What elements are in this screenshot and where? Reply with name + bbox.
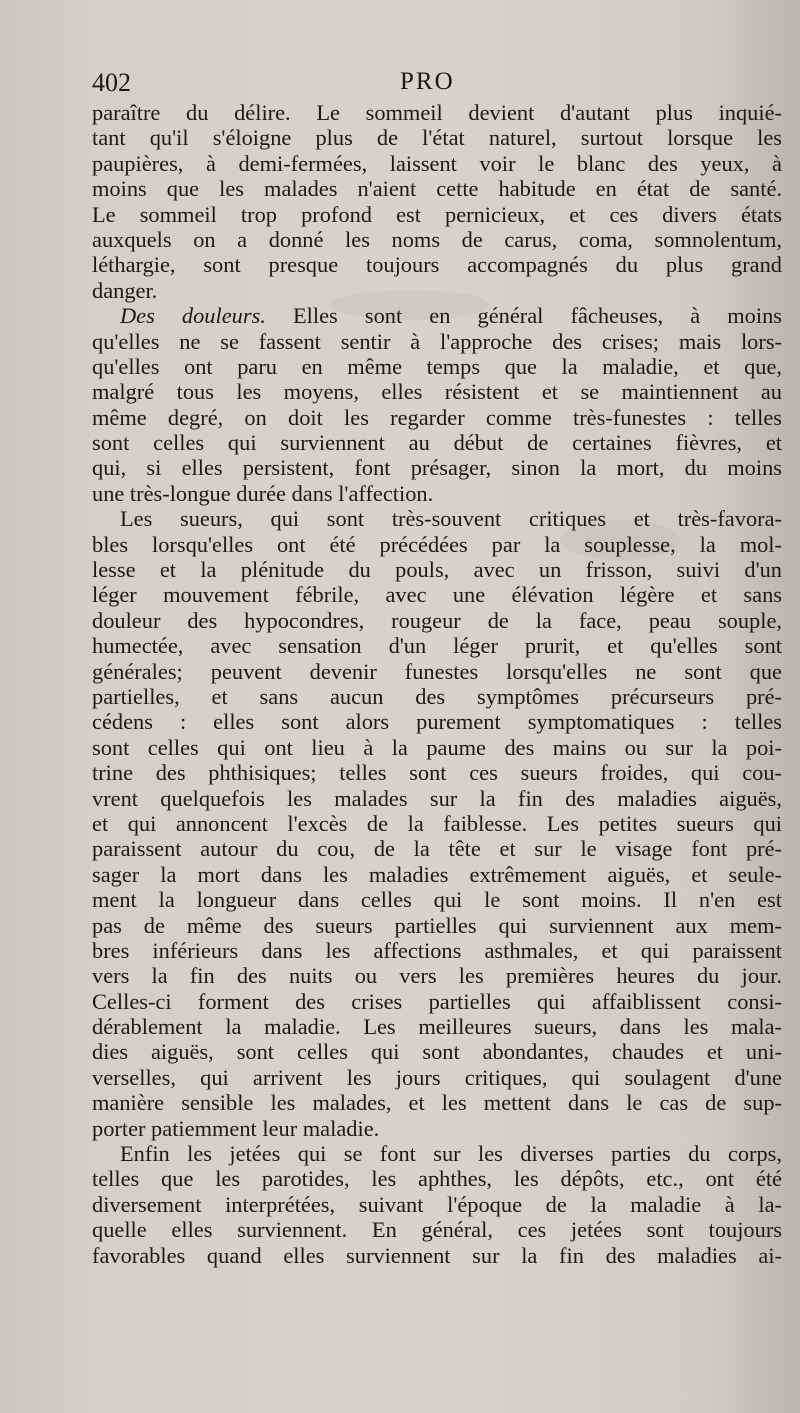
text-line: danger. — [92, 277, 158, 303]
text-line: paraissent autour du cou, de la tête et sur le visage font pré- — [92, 836, 782, 862]
text-line: auxquels on a donné les noms de carus, coma, somnolentum, — [92, 226, 782, 252]
text-line: qu'elles ont paru en même temps que la maladie, et que, — [92, 353, 782, 379]
paragraph — [92, 303, 782, 506]
text-line: douleur des hypocondres, rougeur de la face, peau souple, — [92, 607, 782, 633]
text-line: dérablement la maladie. Les meilleures sueurs, dans les mala- — [92, 1014, 782, 1040]
text-line: sont celles qui ont lieu à la paume des mains ou sur la poi- — [92, 734, 782, 760]
text-line: qu'elles ne se fassent sentir à l'approche des crises; mais lors- — [92, 328, 782, 354]
text-line: diversement interprétées, suivant l'époque de la maladie à la- — [92, 1191, 782, 1217]
text-line: quelle elles surviennent. En général, ces jetées sont toujours — [92, 1217, 782, 1243]
text-line: Enfin les jetées qui se font sur les diverses parties du corps, — [120, 1141, 782, 1167]
text-line: porter patiemment leur maladie. — [92, 1115, 380, 1141]
text-line: léger mouvement fébrile, avec une élévation légère et sans — [92, 582, 782, 608]
text-line: une très-longue durée dans l'affection. — [92, 480, 434, 506]
text-line: vrent quelquefois les malades sur la fin des maladies aiguës, — [92, 785, 782, 811]
text-line: moins que les malades n'aient cette habitude en état de santé. — [92, 176, 782, 202]
text-line: qui, si elles persistent, font présager, sinon la mort, du moins — [92, 455, 782, 481]
paragraph — [92, 1141, 782, 1268]
page-number: 402 — [92, 68, 131, 97]
text-line: verselles, qui arrivent les jours critiques, qui soulagent d'une — [92, 1064, 782, 1090]
text-line: manière sensible les malades, et les mettent dans le cas de sup- — [92, 1090, 782, 1116]
text-line: Les sueurs, qui sont très-souvent critiques et très-favora- — [120, 506, 782, 532]
text-line: humectée, avec sensation d'un léger prurit, et qu'elles sont — [92, 633, 782, 659]
text-line: partielles, et sans aucun des symptômes précurseurs pré- — [92, 683, 782, 709]
text-line: Le sommeil trop profond est pernicieux, et ces divers états — [92, 201, 782, 227]
text-line: même degré, on doit les regarder comme très-funestes : telles — [92, 404, 782, 430]
text-line: cédens : elles sont alors purement symptomatiques : telles — [92, 709, 782, 735]
running-head: PRO — [400, 68, 455, 95]
paragraph-lead: Des douleurs. — [120, 303, 266, 329]
text-line: sont celles qui surviennent au début de certaines fièvres, et — [92, 430, 782, 456]
text-line: vers la fin des nuits ou vers les premières heures du jour. — [92, 963, 782, 989]
text-line: pas de même des sueurs partielles qui surviennent aux mem- — [92, 912, 782, 938]
text-line: bles lorsqu'elles ont été précédées par la souplesse, la mol- — [92, 531, 782, 557]
text-line: bres inférieurs dans les affections asthmales, et qui paraissent — [92, 937, 782, 963]
text-line: Celles-ci forment des crises partielles qui affaiblissent consi- — [92, 988, 782, 1014]
text-line: ment la longueur dans celles qui le sont moins. Il n'en est — [92, 887, 782, 913]
body-text — [92, 100, 782, 1268]
text-line: et qui annoncent l'excès de la faiblesse. Les petites sueurs qui — [92, 810, 782, 836]
text-line — [92, 303, 782, 328]
text-line: paupières, à demi-fermées, laissent voir le blanc des yeux, à — [92, 150, 782, 176]
text-line: sager la mort dans les maladies extrêmement aiguës, et seule- — [92, 861, 782, 887]
text-line: favorables quand elles surviennent sur la fin des maladies ai- — [92, 1242, 782, 1268]
text-line: malgré tous les moyens, elles résistent et se maintiennent au — [92, 379, 782, 405]
text-line: tant qu'il s'éloigne plus de l'état naturel, surtout lorsque les — [92, 125, 782, 151]
text-line: trine des phthisiques; telles sont ces sueurs froides, qui cou- — [92, 760, 782, 786]
text-line: paraître du délire. Le sommeil devient d'autant plus inquié- — [92, 100, 782, 125]
text-line: générales; peuvent devenir funestes lorsqu'elles ne sont que — [92, 658, 782, 684]
page-header — [92, 68, 782, 104]
paragraph — [92, 100, 782, 303]
text-line: telles que les parotides, les aphthes, les dépôts, etc., ont été — [92, 1166, 782, 1192]
text-run: Elles sont en général fâcheuses, à moins — [265, 303, 782, 329]
text-line: léthargie, sont presque toujours accompagnés du plus grand — [92, 252, 782, 278]
paragraph — [92, 506, 782, 1141]
text-line: dies aiguës, sont celles qui sont abondantes, chaudes et uni- — [92, 1039, 782, 1065]
text-line: lesse et la plénitude du pouls, avec un frisson, suivi d'un — [92, 557, 782, 583]
